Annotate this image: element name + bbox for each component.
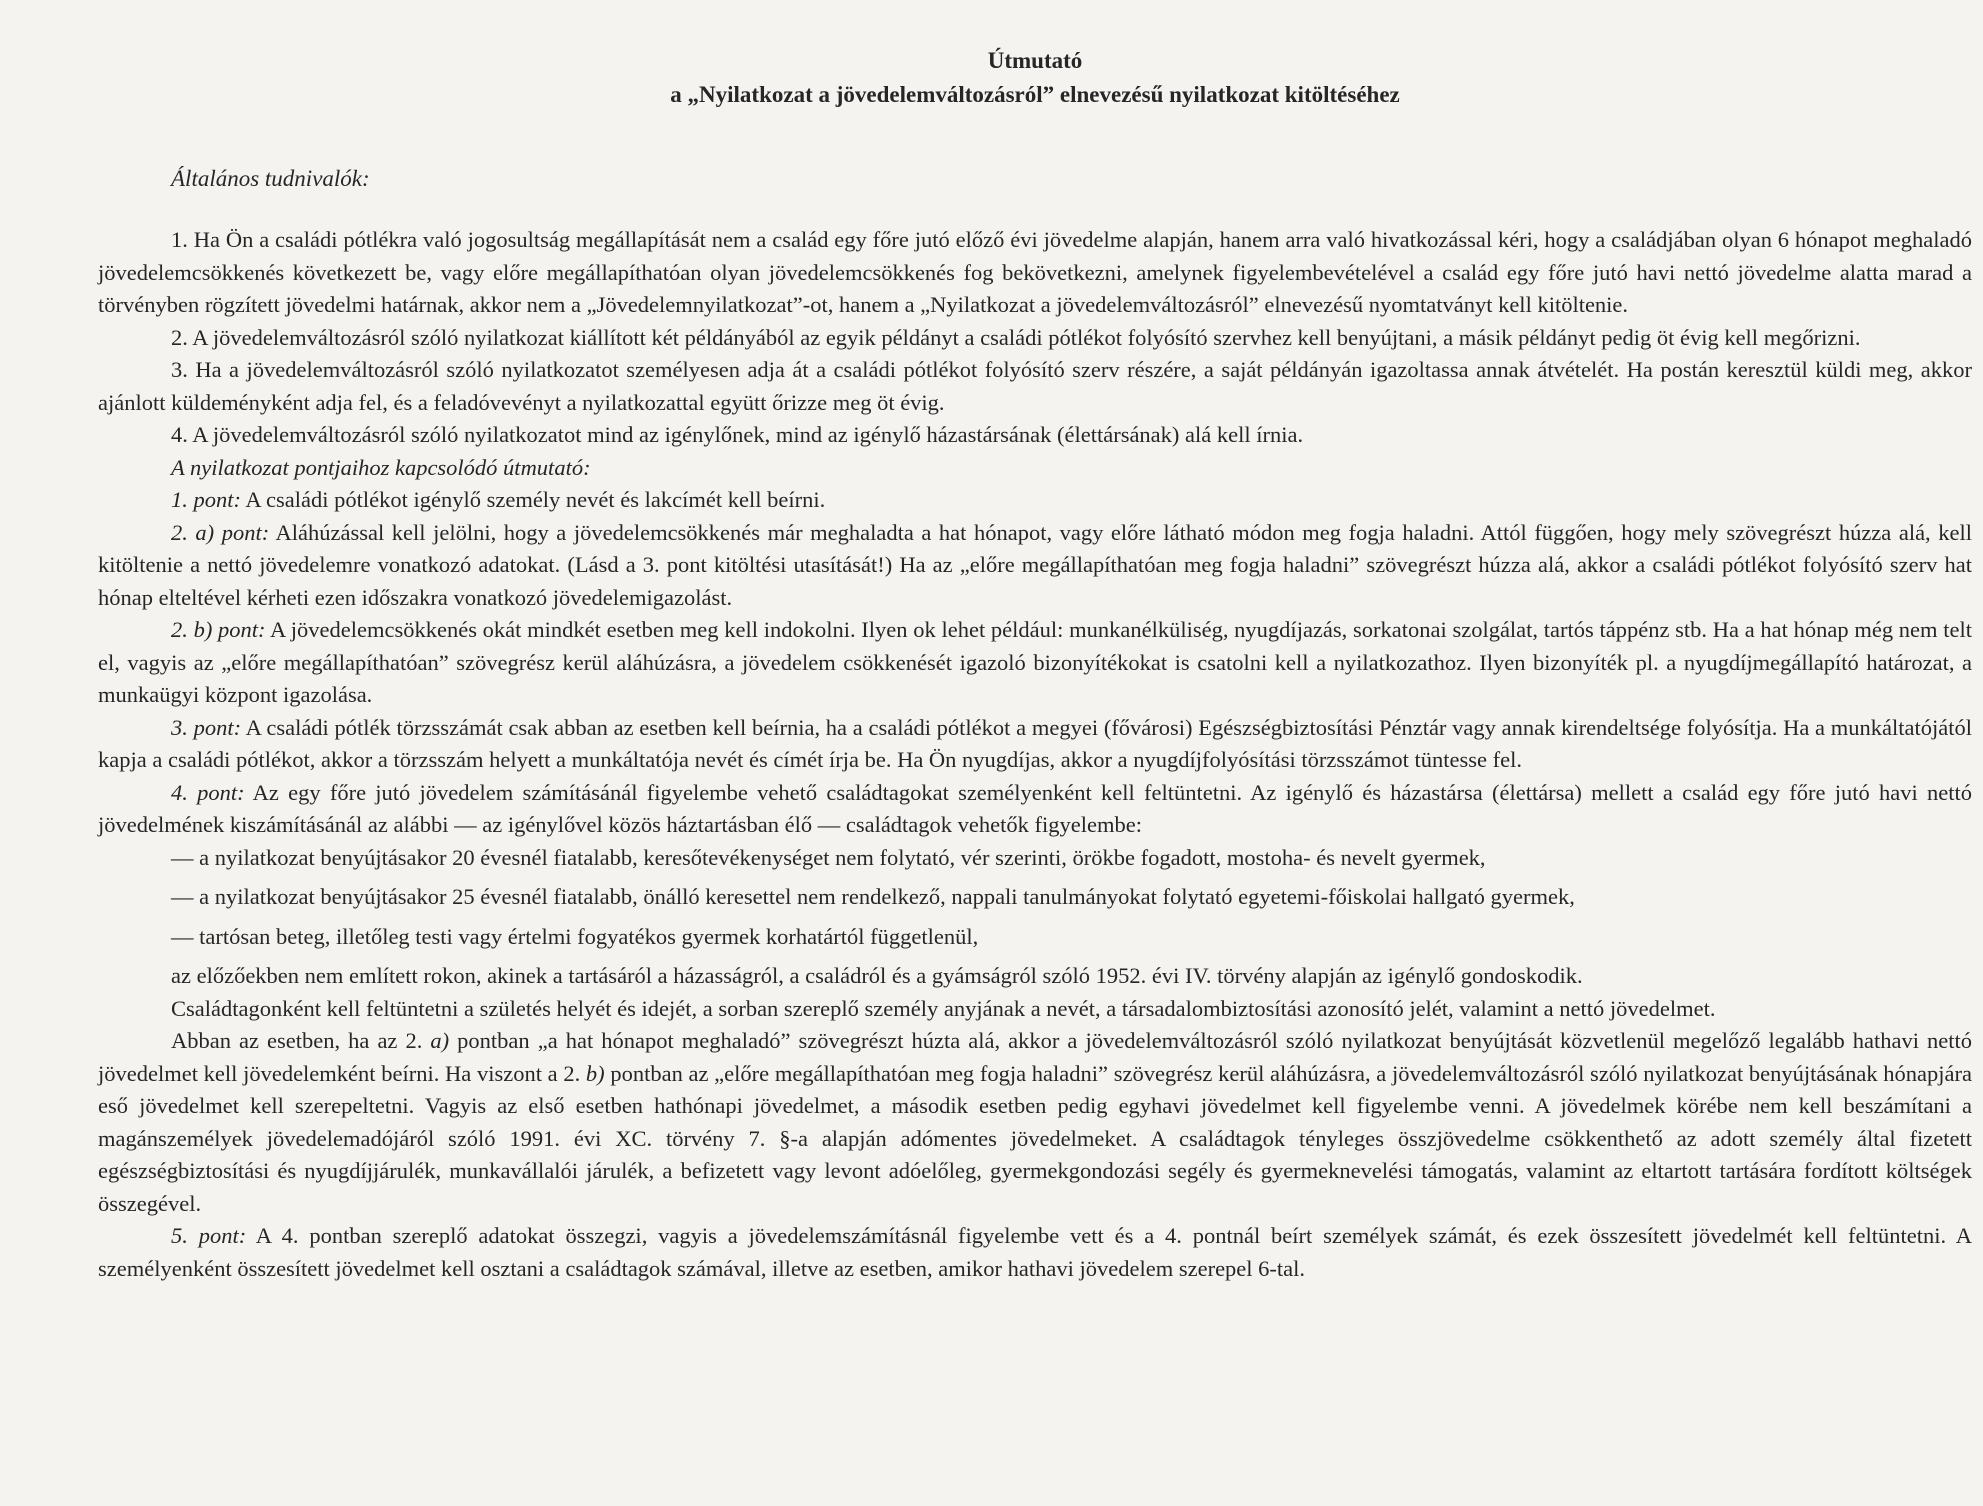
point-2b-text: A jövedelemcsökkenés okát mindkét esetben meg kell indokolni. Ilyen ok lehet például: munkanélküliség, nyugdíjazás, sorkatonai szolgálat, tartós táppénz stb. Ha a hat hónap még nem telt el, vagyis az „előre megállapíthatóan” szövegrész kerül aláhúzásra, a jövedelem csökkenését igazoló bizonyítékokat is csatolni kell a nyilatkozathoz. Ilyen bizonyíték pl. a nyugdíjmegállapító határozat, a munkaügyi központ igazolása. [98, 617, 1972, 707]
document-subtitle: a „Nyilatkozat a jövedelemváltozásról” elnevezésű nyilatkozat kitöltéséhez [670, 82, 1400, 107]
abban-text-1: Abban az esetben, ha az 2. [171, 1028, 431, 1053]
point-4-label: 4. pont: [171, 779, 245, 805]
dash-item-3: — tartósan beteg, illetőleg testi vagy értelmi fogyatékos gyermek korhatártól függetlenül, [171, 923, 979, 949]
general-heading: Általános tudnivalók: [171, 166, 370, 191]
point-2a-text: Aláhúzással kell jelölni, hogy a jövedelemcsökkenés már meghaladta a hat hónapot, vagy előre látható módon meg fogja haladni. Attól függően, hogy mely szövegrészt húzza alá, kell kitöltenie a nettó jövedelemre vonatkozó adatokat. (Lásd a 3. pont kitöltési utasítását!) Ha az „előre megállapíthatóan meg fogja haladni” szövegrészt húzza alá, akkor a családi pótlékot folyósító szerv hat hónap elteltével kérheti ezen időszakra vonatkozó jövedelemigazolást. [98, 519, 1972, 610]
document-title: Útmutató [987, 48, 1083, 73]
point-2a [98, 517, 1972, 615]
paragraph-3: 3. Ha a jövedelemváltozásról szóló nyilatkozatot személyesen adja át a családi pótlékot folyósító szerv részére, a saját példányán igazoltassa annak átvételét. Ha postán keresztül küldi meg, akkor ajánlott küldeményként adja fel, és a feladóvevényt a nyilatkozattal együtt őrizze meg öt évig. [98, 357, 1972, 415]
abban-text-2: pontban „a hat hónapot meghaladó” szövegrészt húzta alá, akkor a jövedelemváltozásról szóló nyilatkozat benyújtását közvetlenül megelőző legalább hathavi nettó jövedelmet kell jövedelemként beírni. Ha viszont a 2. [98, 1028, 1972, 1086]
dash-item-1: — a nyilatkozat benyújtásakor 20 évesnél fiatalabb, keresőtevékenységet nem folytató, vér szerinti, örökbe fogadott, mostoha- és nevelt gyermek, [171, 844, 1486, 870]
dash-item-2: — a nyilatkozat benyújtásakor 25 évesnél fiatalabb, önálló keresettel nem rendelkező, nappali tanulmányokat folytató egyetemi-főiskolai hallgató gyermek, [171, 884, 1575, 909]
point-1 [98, 484, 1972, 517]
members-paragraph: Családtagonként kell feltüntetni a születés helyét és idejét, a sorban szereplő személy anyjának a nevét, a társadalombiztosítási azonosító jelét, valamint a nettó jövedelmet. [171, 995, 1716, 1021]
abban-text-3: pontban az „előre megállapíthatóan meg fogja haladni” szövegrész kerül aláhúzásra, a jövedelemváltozásról szóló nyilatkozat benyújtásának hónapjára eső jövedelmet kell szerepeltetni. Vagyis az első esetben hathónapi jövedelmet, a második esetben pedig egyhavi jövedelmet kell figyelembe venni. A jövedelmek körébe nem kell beszámítani a magánszemélyek jövedelemadójáról szóló 1991. évi XC. törvény 7. §-a alapján adómentes jövedelmeket. A családtagok tényleges összjövedelme csökkenthető az adott személy által fizetett egészségbiztosítási és nyugdíjjárulék, munkavállalói járulék, a befizetett vagy levont adóelőleg, gyermekgondozási segély és gyermeknevelési támogatás, valamint az eltartott tartására fordított költségek összegével. [98, 1060, 1972, 1216]
point-3-label: 3. pont: [171, 714, 242, 740]
point-4 [98, 777, 1972, 842]
document-body [98, 224, 1972, 1285]
document-content [98, 44, 1972, 1285]
abban-a-label: a) [430, 1028, 450, 1053]
abban-paragraph [98, 1025, 1972, 1220]
point-1-text: A családi pótlékot igénylő személy nevét és lakcímét kell beírni. [241, 487, 826, 512]
point-2b [98, 614, 1972, 712]
points-heading: A nyilatkozat pontjaihoz kapcsolódó útmutató: [171, 454, 591, 480]
point-5 [98, 1220, 1972, 1285]
abban-b-label: b) [585, 1060, 605, 1086]
point-1-label: 1. pont: [171, 487, 241, 512]
paragraph-4: 4. A jövedelemváltozásról szóló nyilatkozatot mind az igénylőnek, mind az igénylő házastársának (élettársának) alá kell írnia. [171, 422, 1304, 447]
paragraph-1: 1. Ha Ön a családi pótlékra való jogosultság megállapítását nem a család egy főre jutó előző évi jövedelme alapján, hanem arra való hivatkozással kéri, hogy a családjában olyan 6 hónapot meghaladó jövedelemcsökkenés következett be, vagy előre megállapíthatóan olyan jövedelemcsökkenés fog bekövetkezni, amelynek figyelembevételével a család egy főre jutó havi nettó jövedelme alatta marad a törvényben rögzített jövedelmi határnak, akkor nem a „Jövedelemnyilatkozat”-ot, hanem a „Nyilatkozat a jövedelemváltozásról” elnevezésű nyomtatványt kell kitöltenie. [98, 227, 1972, 317]
point-5-label: 5. pont: [171, 1223, 247, 1248]
point-2a-label: 2. a) pont: [171, 519, 270, 545]
after-dash-paragraph: az előzőekben nem említett rokon, akinek a tartásáról a házasságról, a családról és a gyámságról szóló 1952. évi IV. törvény alapján az igénylő gondoskodik. [171, 963, 1583, 988]
point-5-text: A 4. pontban szereplő adatokat összegzi, vagyis a jövedelemszámításnál figyelembe vett és a 4. pontnál beírt személyek számát, és ezek összesített jövedelmét kell feltüntetni. A személyenként összesített jövedelmet kell osztani a családtagok számával, illetve az esetben, amikor hathavi jövedelem szerepel 6-tal. [98, 1223, 1972, 1281]
point-3 [98, 712, 1972, 777]
point-4-text: Az egy főre jutó jövedelem számításánál figyelembe vehető családtagokat személyenként kell feltüntetni. Az igénylő és házastársa (élettársa) mellett a család egy főre jutó havi nettó jövedelmének kiszámításánál az alábbi — az igénylővel közös háztartásban élő — családtagok vehetők figyelembe: [98, 779, 1972, 837]
paragraph-2: 2. A jövedelemváltozásról szóló nyilatkozat kiállított két példányából az egyik példányt a családi pótlékot folyósító szervhez kell benyújtani, a másik példányt pedig öt évig kell megőrizni. [171, 324, 1861, 350]
point-3-text: A családi pótlék törzsszámát csak abban az esetben kell beírnia, ha a családi pótlékot a megyei (fővárosi) Egészségbiztosítási Pénztár vagy annak kirendeltsége folyósítja. Ha a munkáltatójától kapja a családi pótlékot, akkor a törzsszám helyett a munkáltatója nevét és címét írja be. Ha Ön nyugdíjas, akkor a nyugdíjfolyósítási törzsszámot tüntesse fel. [98, 714, 1972, 772]
point-2b-label: 2. b) pont: [171, 617, 266, 642]
